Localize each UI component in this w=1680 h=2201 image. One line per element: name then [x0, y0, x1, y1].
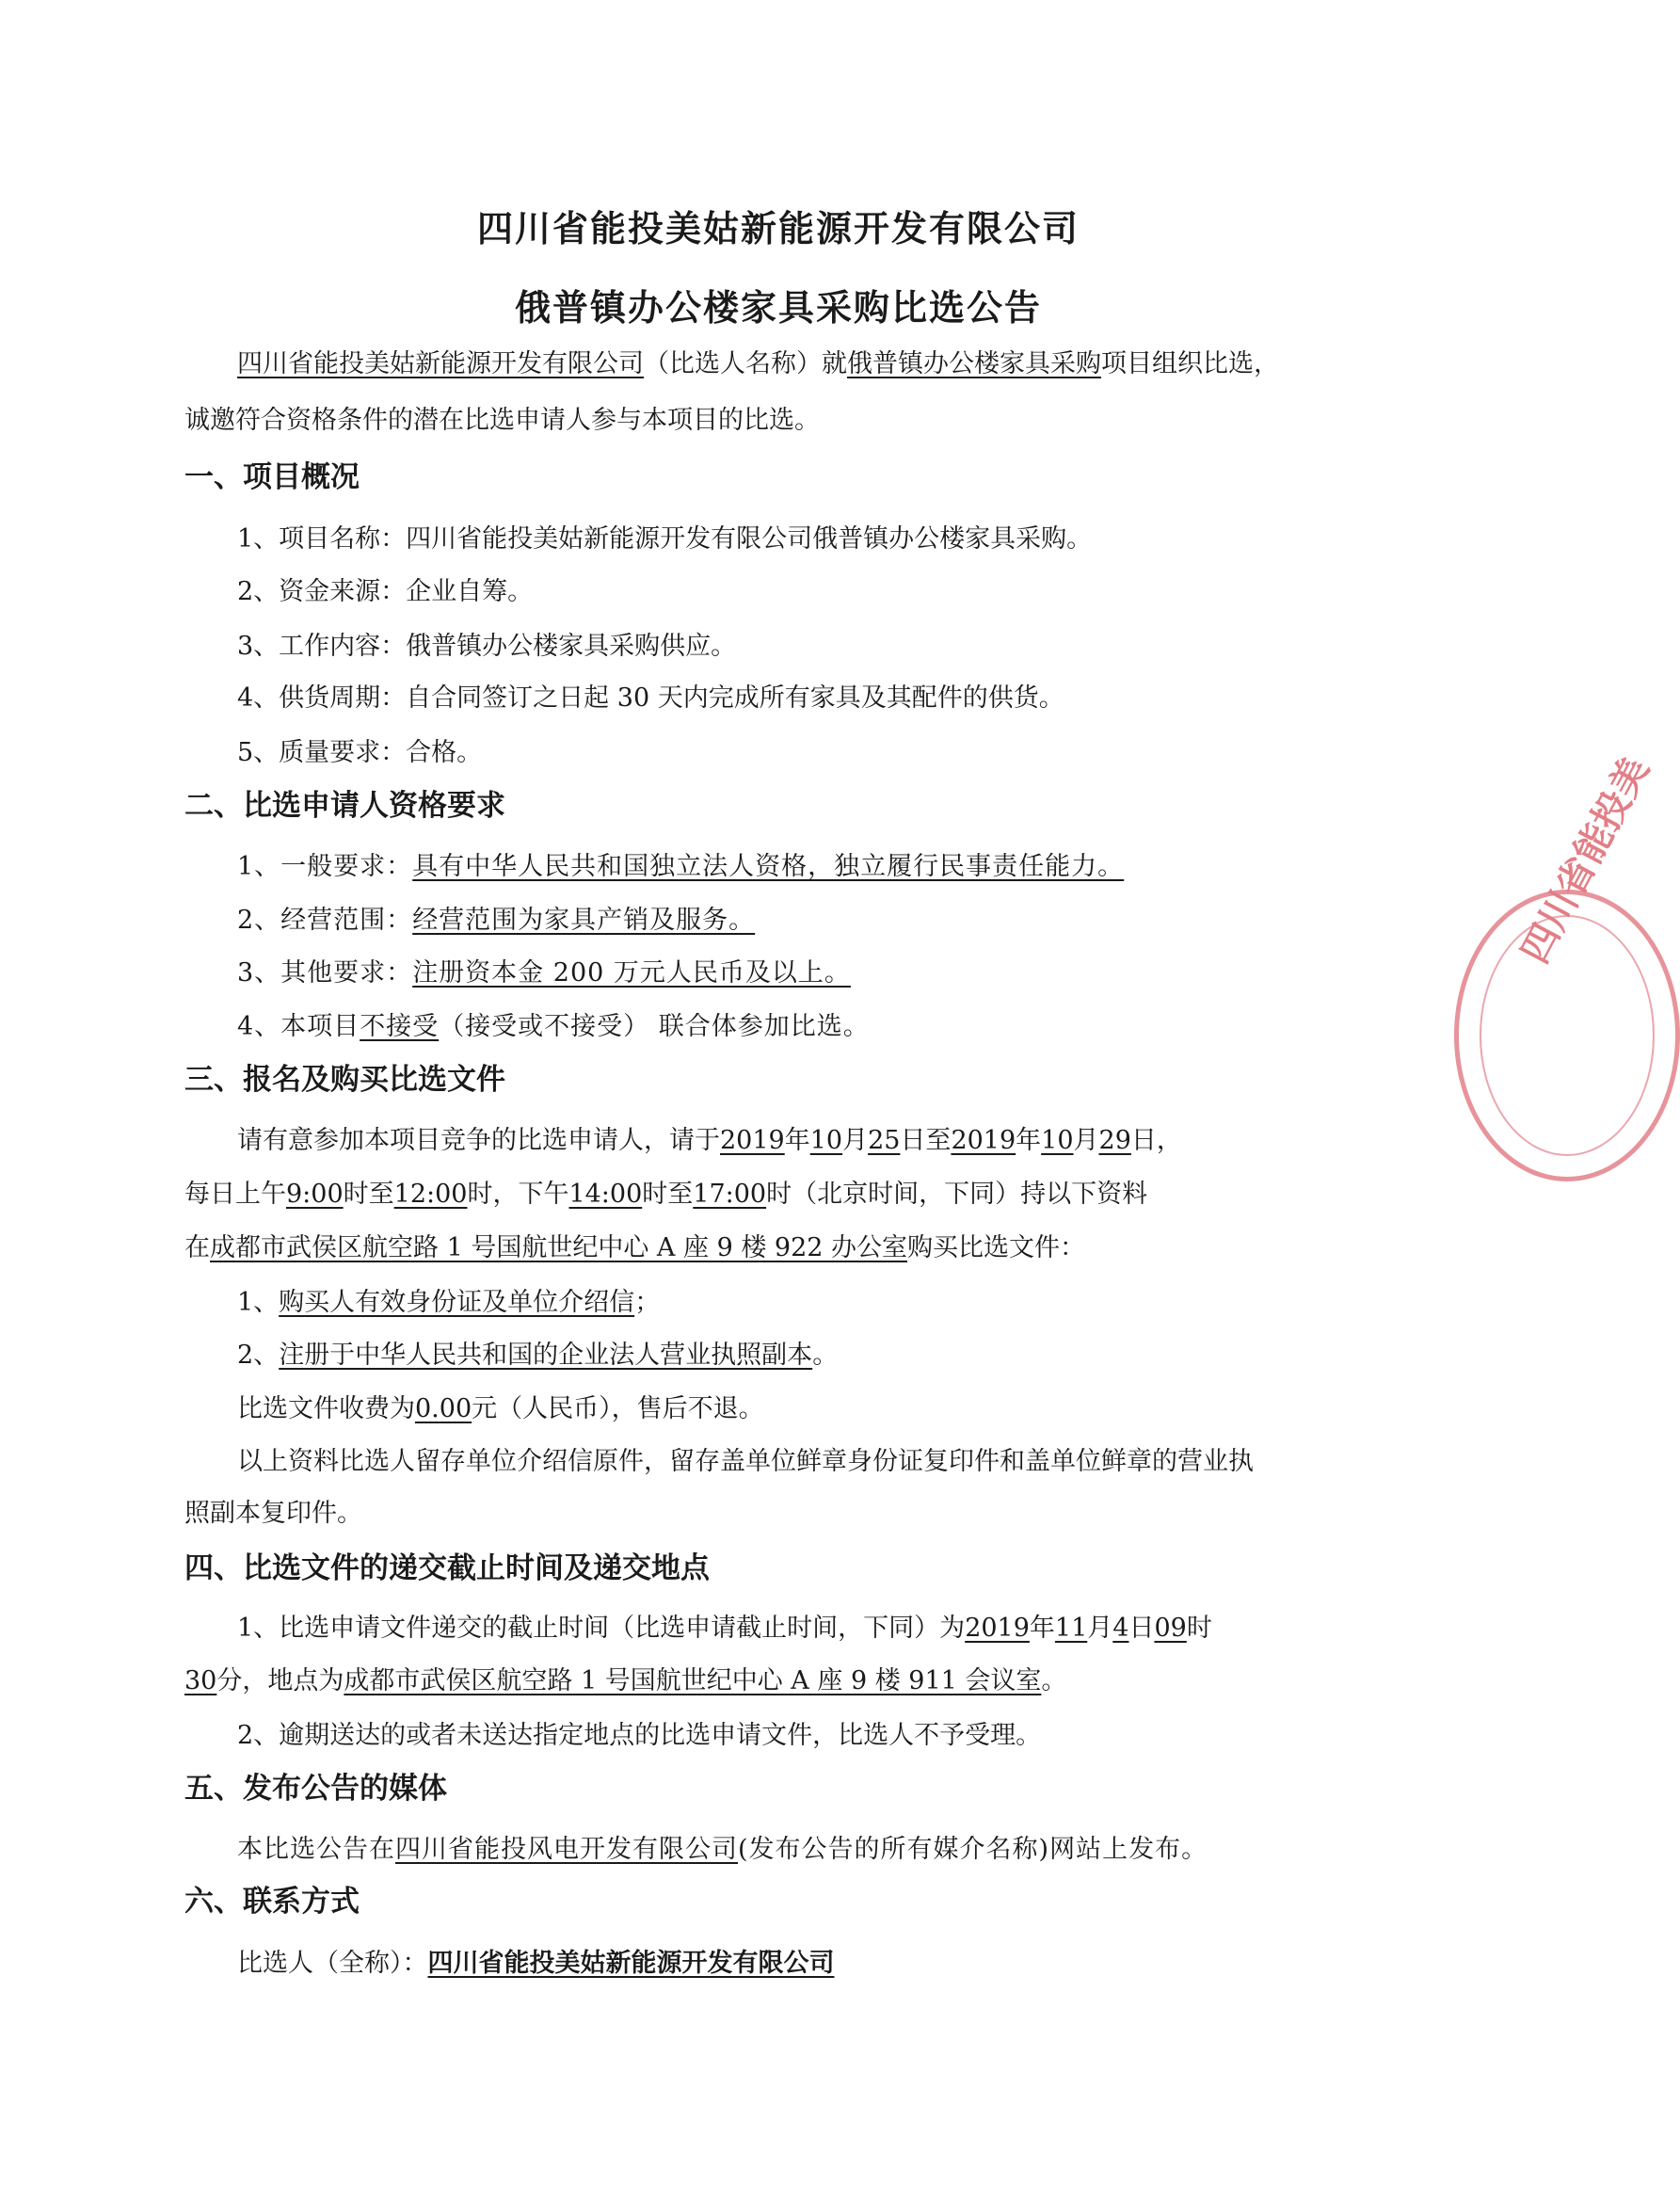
item-text: （接受或不接受） 联合体参加比选。 — [439, 1012, 870, 1041]
date-day: 25 — [868, 1126, 901, 1155]
paragraph-line — [237, 1610, 1425, 1647]
section-heading: 二、比选申请人资格要求 — [184, 789, 505, 823]
contact-value: 四川省能投美姑新能源开发有限公司 — [427, 1949, 835, 1978]
text: 2、 — [237, 1341, 280, 1370]
item-value: 不接受 — [360, 1012, 440, 1041]
list-item — [237, 955, 1425, 992]
list-item — [237, 1337, 1425, 1374]
date-year: 2019 — [951, 1126, 1016, 1155]
item-label: 1、一般要求： — [237, 852, 413, 881]
purchase-location: 成都市武侯区航空路 1 号国航世纪中心 A 座 9 楼 922 办公室 — [210, 1233, 908, 1262]
text: 时，下午 — [467, 1180, 569, 1209]
section-heading: 三、报名及购买比选文件 — [184, 1063, 505, 1097]
text: 。 — [1041, 1666, 1067, 1695]
text: 时至 — [642, 1180, 694, 1209]
paragraph-line: 照副本复印件。 — [184, 1499, 362, 1528]
text: 比选文件收费为 — [237, 1394, 415, 1423]
text: 日， — [1130, 1126, 1182, 1155]
text: 月 — [1087, 1614, 1113, 1643]
date-month: 10 — [1041, 1126, 1074, 1155]
deadline-minute: 30 — [184, 1666, 217, 1695]
text: 年 — [1016, 1126, 1042, 1155]
text: 年 — [1029, 1614, 1055, 1643]
text: 请有意参加本项目竞争的比选申请人，请于 — [237, 1126, 720, 1155]
section-heading: 一、项目概况 — [184, 460, 360, 494]
text: 日 — [1128, 1614, 1155, 1643]
text: 购买比选文件： — [907, 1233, 1086, 1262]
text: 每日上午 — [184, 1180, 286, 1209]
time-value: 12:00 — [393, 1180, 468, 1209]
list-item — [237, 902, 1425, 940]
date-month: 10 — [809, 1126, 843, 1155]
section-heading: 五、发布公告的媒体 — [184, 1772, 447, 1806]
text: 。 — [812, 1341, 839, 1370]
paragraph-line — [237, 1122, 1425, 1160]
text: (发布公告的所有媒介名称)网站上发布。 — [738, 1835, 1208, 1864]
text: 本比选公告在 — [237, 1835, 395, 1864]
text: 分，地点为 — [216, 1666, 344, 1695]
section-heading: 六、联系方式 — [184, 1885, 360, 1919]
list-item — [237, 1284, 1425, 1322]
text: 在 — [184, 1233, 210, 1262]
contact-label: 比选人（全称）： — [237, 1949, 428, 1978]
time-value: 17:00 — [693, 1180, 767, 1209]
item-label: 2、经营范围： — [237, 906, 413, 935]
submission-location: 成都市武侯区航空路 1 号国航世纪中心 A 座 9 楼 911 会议室 — [344, 1666, 1042, 1695]
contact-line — [237, 1945, 1425, 1983]
intro-text: 项目组织比选， — [1101, 349, 1279, 378]
text: 时（北京时间，下同）持以下资料 — [766, 1180, 1148, 1209]
paragraph-line — [184, 1229, 1372, 1267]
intro-text: （比选人名称）就 — [644, 349, 847, 378]
item-label: 3、其他要求： — [237, 958, 413, 988]
item-value: 注册资本金 200 万元人民币及以上。 — [412, 958, 851, 988]
date-year: 2019 — [720, 1126, 785, 1155]
deadline-hour: 09 — [1154, 1614, 1187, 1643]
list-item: 2、资金来源：企业自筹。 — [237, 577, 534, 606]
text: 年 — [784, 1126, 810, 1155]
media-name: 四川省能投风电开发有限公司 — [395, 1835, 738, 1864]
item-value: 具有中华人民共和国独立法人资格，独立履行民事责任能力。 — [412, 852, 1125, 881]
item-label: 4、本项目 — [237, 1012, 360, 1041]
time-value: 14:00 — [568, 1180, 643, 1209]
deadline-day: 4 — [1112, 1614, 1129, 1643]
paragraph-line — [237, 1831, 1425, 1869]
list-item — [237, 848, 1425, 886]
text: 时 — [1186, 1614, 1212, 1643]
list-item — [237, 1008, 1425, 1046]
intro-line-2: 诚邀符合资格条件的潜在比选申请人参与本项目的比选。 — [184, 406, 820, 435]
item-value: 经营范围为家具产销及服务。 — [412, 906, 756, 935]
paragraph-line — [184, 1176, 1372, 1213]
list-item: 5、质量要求：合格。 — [237, 738, 483, 767]
list-item: 4、供货周期：自合同签订之日起 30 天内完成所有家具及其配件的供货。 — [237, 683, 1064, 713]
list-item: 2、逾期送达的或者未送达指定地点的比选申请文件，比选人不予受理。 — [237, 1721, 1042, 1750]
project-name: 俄普镇办公楼家具采购 — [847, 349, 1101, 378]
list-item: 3、工作内容：俄普镇办公楼家具采购供应。 — [237, 632, 737, 661]
paragraph-line — [184, 1663, 1372, 1700]
text: 时至 — [343, 1180, 394, 1209]
document-title: 四川省能投美姑新能源开发有限公司 — [476, 208, 1080, 249]
text: 1、 — [237, 1288, 280, 1317]
paragraph-line: 以上资料比选人留存单位介绍信原件，留存盖单位鲜章身份证复印件和盖单位鲜章的营业执 — [237, 1447, 1254, 1476]
text: 月 — [1073, 1126, 1099, 1155]
fee-line — [237, 1390, 1425, 1428]
deadline-month: 11 — [1054, 1614, 1088, 1643]
list-item: 1、项目名称：四川省能投美姑新能源开发有限公司俄普镇办公楼家具采购。 — [237, 524, 1093, 554]
deadline-year: 2019 — [965, 1614, 1030, 1643]
required-doc: 购买人有效身份证及单位介绍信 — [279, 1288, 635, 1317]
document-subtitle: 俄普镇办公楼家具采购比选公告 — [514, 287, 1042, 329]
seal-text: 四川省能投美 — [1512, 750, 1658, 971]
section-heading: 四、比选文件的递交截止时间及递交地点 — [184, 1551, 710, 1585]
date-day: 29 — [1098, 1126, 1131, 1155]
text: 月 — [842, 1126, 869, 1155]
applicant-name: 四川省能投美姑新能源开发有限公司 — [237, 349, 644, 378]
intro-line-1 — [237, 345, 1425, 383]
text: ； — [634, 1288, 661, 1317]
fee-value: 0.00 — [415, 1394, 472, 1423]
text: 元（人民币），售后不退。 — [472, 1394, 764, 1423]
text: 1、比选申请文件递交的截止时间（比选申请截止时间，下同）为 — [237, 1614, 966, 1643]
official-seal — [1454, 750, 1680, 1181]
seal-inner-ring — [1480, 915, 1655, 1156]
time-value: 9:00 — [286, 1180, 344, 1209]
text: 日至 — [900, 1126, 952, 1155]
required-doc: 注册于中华人民共和国的企业法人营业执照副本 — [279, 1341, 813, 1370]
